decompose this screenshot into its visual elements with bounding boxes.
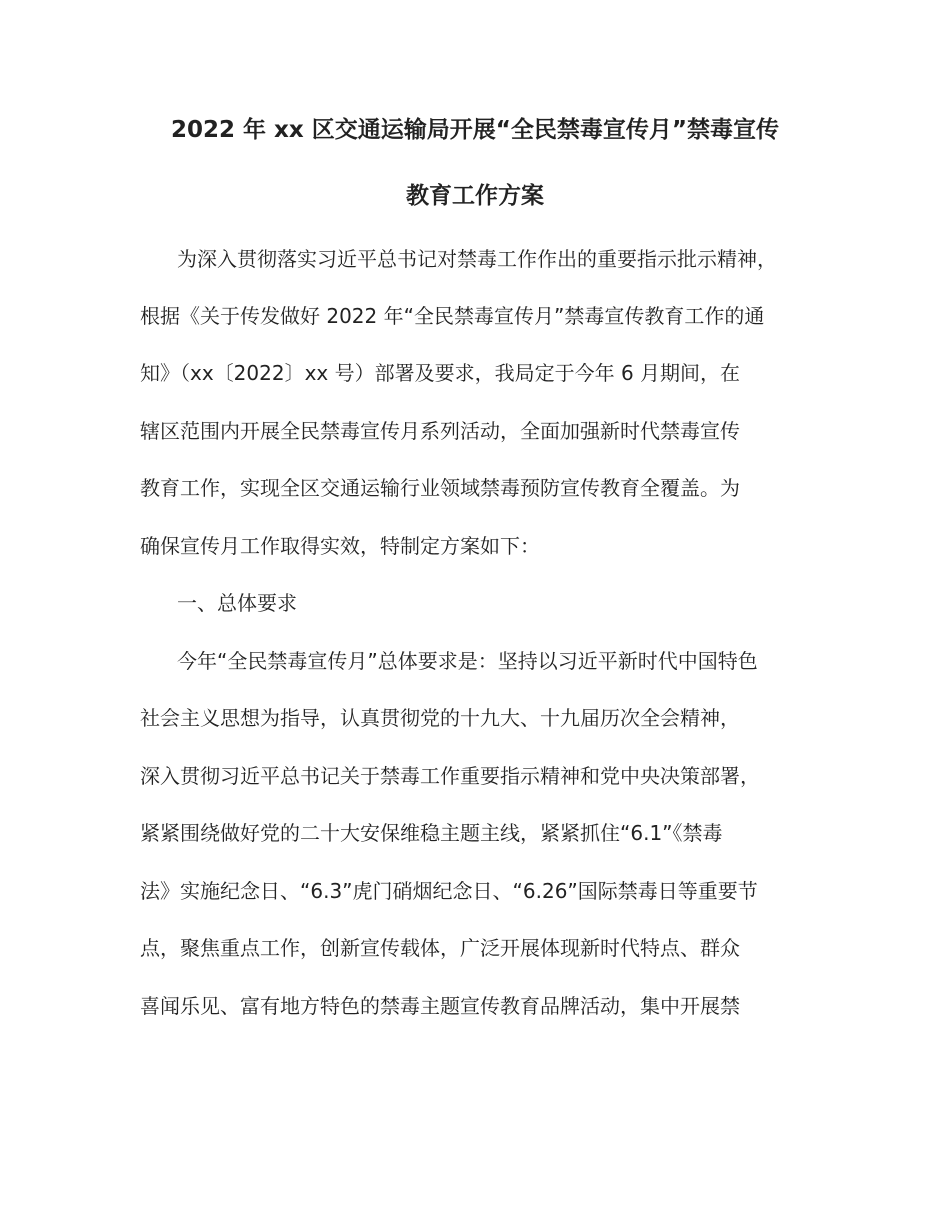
section-heading: 一、总体要求: [177, 591, 297, 615]
body-line: 点，聚焦重点工作，创新宣传载体，广泛开展体现新时代特点、群众: [140, 936, 740, 960]
body-line: 喜闻乐见、富有地方特色的禁毒主题宣传教育品牌活动，集中开展禁: [140, 994, 740, 1018]
body-line: 确保宣传月工作取得实效，特制定方案如下：: [140, 534, 540, 558]
body-line: 今年“全民禁毒宣传月”总体要求是：坚持以习近平新时代中国特色: [177, 649, 758, 673]
body-line: 法》实施纪念日、“6.3”虎门硝烟纪念日、“6.26”国际禁毒日等重要节: [140, 879, 758, 903]
body-line: 知》（xx〔2022〕xx 号）部署及要求，我局定于今年 6 月期间，在: [140, 361, 741, 385]
document-title-line-2: 教育工作方案: [406, 183, 544, 209]
document-title-line-1: 2022 年 xx 区交通运输局开展“全民禁毒宣传月”禁毒宣传: [171, 117, 779, 143]
body-line: 深入贯彻习近平总书记关于禁毒工作重要指示精神和党中央决策部署，: [140, 764, 760, 788]
body-line: 紧紧围绕做好党的二十大安保维稳主题主线，紧紧抓住“6.1”《禁毒: [140, 821, 723, 845]
body-line: 辖区范围内开展全民禁毒宣传月系列活动，全面加强新时代禁毒宣传: [140, 419, 740, 443]
body-line: 教育工作，实现全区交通运输行业领域禁毒预防宣传教育全覆盖。为: [140, 476, 740, 500]
body-line: 根据《关于传发做好 2022 年“全民禁毒宣传月”禁毒宣传教育工作的通: [140, 304, 765, 328]
body-line: 为深入贯彻落实习近平总书记对禁毒工作作出的重要指示批示精神，: [177, 247, 777, 271]
body-line: 社会主义思想为指导，认真贯彻党的十九大、十九届历次全会精神，: [140, 706, 740, 730]
